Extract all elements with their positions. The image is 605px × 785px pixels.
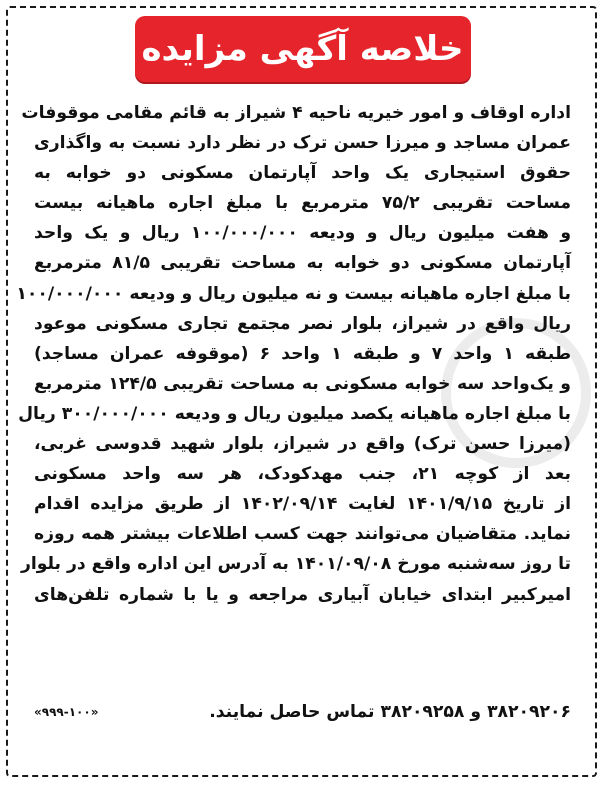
ad-code: «۹۹۹-۱۰۰» bbox=[34, 705, 99, 719]
body-line: از تاریخ ۱۴۰۱/۹/۱۵ لغایت ۱۴۰۲/۰۹/۱۴ از طریق مزایده اقدام bbox=[34, 494, 571, 515]
body-line: با مبلغ اجاره ماهیانه بیست و نه میلیون ریال و ودیعه ۱۰۰/۰۰۰/۰۰۰ bbox=[16, 283, 571, 304]
body-line: نماید. متقاضیان می‌توانند جهت کسب اطلاعات بیشتر همه روزه bbox=[34, 524, 571, 545]
body-line: عمران مساجد و میرزا حسن ترک در نظر دارد نسبت به واگذاری bbox=[34, 133, 571, 154]
notice-title: خلاصه آگهی مزایده bbox=[135, 16, 471, 82]
body-line: بعد از کوچه ۲۱، جنب مهدکودک، هر سه واحد مسکونی bbox=[34, 464, 572, 485]
title-container bbox=[0, 16, 605, 82]
body-line: و هفت میلیون ریال و ودیعه ۱۰۰/۰۰۰/۰۰۰ ریال و یک واحد bbox=[34, 223, 571, 244]
body-line: آپارتمان مسکونی دو خوابه به مساحت تقریبی ۸۱/۵ مترمربع bbox=[34, 253, 571, 274]
body-line: و یک‌واحد سه خوابه مسکونی به مساحت تقریبی ۱۲۴/۵ مترمربع bbox=[34, 373, 571, 394]
body-line: مساحت تقریبی ۷۵/۲ مترمربع با مبلغ اجاره ماهیانه بیست bbox=[34, 193, 572, 214]
notice-footer-row bbox=[34, 702, 571, 722]
body-line: طبقه ۱ واحد ۷ و طبقه ۱ واحد ۶ (موقوفه عمران مساجد) bbox=[34, 343, 572, 364]
body-line: اداره اوقاف و امور خیریه ناحیه ۴ شیراز به قائم مقامی موقوفات bbox=[21, 103, 571, 123]
body-last-line: ۳۸۲۰۹۲۰۶ و ۳۸۲۰۹۲۵۸ تماس حاصل نمایند. bbox=[209, 702, 571, 722]
body-line: حقوق استیجاری یک واحد آپارتمان مسکونی دو خوابه به bbox=[34, 163, 571, 184]
notice-body bbox=[16, 98, 572, 610]
body-line: با مبلغ اجاره ماهیانه یکصد میلیون ریال و ودیعه ۳۰۰/۰۰۰/۰۰۰ ریال bbox=[18, 403, 571, 424]
body-line: ریال واقع در شیراز، بلوار نصر مجتمع تجاری مسکونی موعود bbox=[34, 313, 571, 334]
body-line: (میرزا حسن ترک) واقع در شیراز، بلوار شهید قدوسی غربی، bbox=[34, 434, 571, 455]
body-line: تا روز سه‌شنبه مورخ ۱۴۰۱/۰۹/۰۸ به آدرس این اداره واقع در بلوار bbox=[20, 554, 571, 575]
body-line: امیرکبیر ابتدای خیابان آبیاری مراجعه و یا با شماره تلفن‌های bbox=[34, 584, 571, 605]
